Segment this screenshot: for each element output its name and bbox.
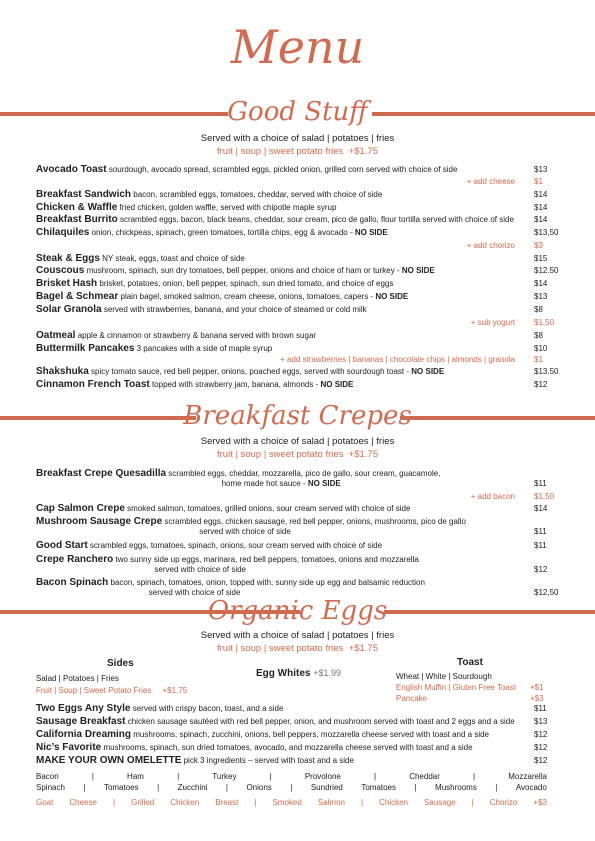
ingredient: Mushrooms — [435, 783, 477, 792]
menu-item-description: two sunny side up eggs, marinara, red bell peppers, tomatoes, onions and mozzarella — [115, 555, 419, 564]
menu-item-description-continued — [154, 564, 595, 575]
menu-item — [36, 189, 556, 200]
menu-item-name: Two Eggs Any Style — [36, 703, 131, 714]
menu-item-price: $14 — [534, 190, 548, 199]
omelette-ingredients-row — [36, 782, 547, 793]
ingredient: Provolone — [304, 772, 341, 781]
menu-item-name: Bagel & Schmear — [36, 291, 119, 302]
separator: | — [157, 783, 160, 792]
menu-item-name: Brisket Hash — [36, 278, 98, 289]
menu-item-name: Steak & Eggs — [36, 253, 100, 264]
menu-item-name: Chicken & Waffle — [36, 202, 118, 213]
menu-item — [36, 227, 559, 238]
ingredient: Turkey — [212, 772, 237, 781]
menu-item-description: sourdough, avocado spread, scrambled eggs, pickled onion, grilled corn served with choice of side — [108, 165, 458, 174]
menu-item-price: $14 — [534, 504, 548, 513]
menu-item-price: $8 — [534, 305, 543, 314]
menu-item-price: $13 — [534, 717, 548, 726]
separator: | — [177, 772, 180, 781]
menu-item — [36, 716, 556, 727]
separator: | — [83, 783, 86, 792]
menu-item — [36, 278, 556, 289]
separator: | — [290, 783, 293, 792]
menu-item-price: $13,50 — [534, 228, 559, 237]
separator: | — [373, 772, 377, 781]
menu-item-price: $12 — [534, 730, 548, 739]
menu-item-description: smoked salmon, tomatoes, grilled onions, sour cream served with choice of side — [127, 504, 411, 513]
menu-item — [36, 379, 556, 390]
menu-item-name: Shakshuka — [36, 366, 89, 377]
toast-pancake-price: +$3 — [530, 694, 544, 703]
menu-item — [36, 366, 559, 377]
menu-item-price: $14 — [534, 279, 548, 288]
menu-item — [36, 253, 556, 264]
menu-item-price: $15 — [534, 254, 548, 263]
addon-price: $1 — [534, 355, 543, 364]
menu-item-description: spicy tomato sauce, red bell pepper, onions, poached eggs, served with sourdough toast - — [91, 367, 410, 376]
menu-item-description: onion, chickpeas, spinach, green tomatoes, tortilla chips, egg & avocado - — [91, 228, 353, 237]
section-subtitle: Served with a choice of salad | potatoes | fries — [200, 133, 395, 144]
menu-item-price: $13 — [534, 165, 548, 174]
menu-item-price: $10 — [534, 344, 548, 353]
separator: | — [269, 772, 272, 781]
separator: | — [91, 772, 94, 781]
sides-line: Salad | Potatoes | Fries — [36, 674, 119, 683]
menu-item-name: Sausage Breakfast — [36, 716, 126, 727]
addon-price: $1,50 — [534, 492, 555, 501]
addon-price: $3 — [534, 241, 543, 250]
menu-item-description: mushrooms, spinach, zucchini, onions, bell peppers, mozzarella cheese served with toast and a side — [133, 730, 490, 739]
separator: | — [112, 798, 116, 807]
menu-item-price: $11 — [534, 479, 547, 488]
section-subtitle: Served with a choice of salad | potatoes | fries — [200, 436, 395, 447]
separator: | — [471, 798, 474, 807]
menu-item — [36, 503, 556, 514]
separator: | — [473, 772, 476, 781]
menu-item — [36, 343, 556, 354]
menu-item-description: scrambled eggs, chicken sausage, red bell pepper, onions, mushrooms, pico de gallo — [164, 517, 466, 526]
menu-item-description: served with choice of side — [199, 527, 291, 536]
addon-option: + add bacon — [470, 492, 515, 501]
toast-extras-line: English Muffin | Gluten Free Toast — [396, 683, 517, 692]
menu-item-name: Nic’s Favorite — [36, 742, 102, 753]
menu-item-description: pick 3 ingredients – served with toast and a side — [183, 756, 354, 765]
menu-item — [36, 291, 556, 302]
menu-title: Menu — [230, 20, 365, 74]
separator: | — [254, 798, 257, 807]
section-extras: fruit | soup | sweet potato fries +$1.75 — [217, 449, 378, 460]
menu-item-price: $12 — [534, 756, 548, 765]
toast-pancake-line: Pancake — [396, 694, 428, 703]
menu-item-description: 3 pancakes with a side of maple syrup — [136, 344, 273, 353]
toast-heading: Toast — [457, 657, 483, 668]
menu-item-description: scrambled eggs, tomatoes, spinach, onions, sour cream served with choice of side — [89, 541, 383, 550]
menu-item-price: $11 — [534, 527, 547, 536]
menu-item — [36, 729, 556, 740]
no-side-note: NO SIDE — [401, 266, 435, 275]
no-side-note: NO SIDE — [354, 228, 388, 237]
menu-item-description: served with choice of side — [148, 588, 241, 597]
separator: | — [225, 783, 228, 792]
toast-extras-price: +$1 — [530, 683, 544, 692]
ingredient: Chicken — [379, 798, 409, 807]
ingredient: Zucchini — [177, 783, 208, 792]
menu-item-description: NY steak, eggs, toast and choice of side — [102, 254, 245, 263]
menu-item — [36, 540, 556, 551]
ingredient: Sundried — [310, 783, 343, 792]
menu-item — [36, 202, 556, 213]
ingredient: Chicken — [170, 798, 200, 807]
menu-item-name: Cap Salmon Crepe — [36, 503, 125, 514]
menu-item-name: Mushroom Sausage Crepe — [36, 516, 163, 527]
menu-item — [36, 755, 556, 766]
sides-extras-line: Fruit | Soup | Sweet Potato Fries +$1.75 — [36, 686, 188, 695]
menu-item-price: $12 — [534, 380, 548, 389]
menu-item-price: $13.50 — [534, 367, 559, 376]
section-title-good-stuff: Good Stuff — [227, 97, 368, 127]
separator: | — [361, 798, 364, 807]
ingredient: Tomatoes — [103, 783, 139, 792]
ingredient: Sausage — [424, 798, 456, 807]
menu-item-description: scrambled eggs, bacon, black beans, cheddar, sour cream, pico de gallo, flour tortilla served with choice of side — [119, 215, 514, 224]
ingredient: Cheddar — [409, 772, 440, 781]
menu-item-price: $11 — [534, 704, 547, 713]
no-side-note: NO SIDE — [375, 292, 409, 301]
menu-item-description: chicken sausage sautéed with red bell pepper, onion, and mushroom served with toast and 2 eggs and a side — [127, 717, 515, 726]
menu-item-price: $12,50 — [534, 588, 559, 597]
ingredient: Grilled — [131, 798, 155, 807]
omelette-premium-row — [36, 797, 547, 808]
ingredient: Bacon — [36, 772, 59, 781]
menu-item-price: $11 — [534, 541, 547, 550]
ingredient: Chorizo — [489, 798, 518, 807]
omelette-ingredients-row — [36, 771, 547, 782]
menu-item-description: served with strawberries, banana, and your choice of steamed or cold milk — [103, 305, 367, 314]
addon-price: $1,50 — [534, 318, 555, 327]
menu-item-name: Breakfast Sandwich — [36, 189, 132, 200]
menu-item-name: California Dreaming — [36, 729, 132, 740]
menu-item-description: fried chicken, golden waffle, served with chipotle maple syrup — [119, 203, 337, 212]
menu-item-price: $12 — [534, 565, 548, 574]
menu-item-name: Breakfast Burrito — [36, 214, 118, 225]
menu-item-name: Couscous — [36, 265, 85, 276]
ingredient: Spinach — [36, 783, 65, 792]
toast-line: Wheat | White | Sourdough — [396, 672, 492, 681]
menu-item-name: MAKE YOUR OWN OMELETTE — [36, 755, 182, 766]
section-title-crepes: Breakfast Crepes — [183, 401, 412, 431]
menu-item-price: $12 — [534, 743, 548, 752]
ingredient: Smoked — [272, 798, 302, 807]
menu-item — [36, 742, 556, 753]
menu-item-name: Oatmeal — [36, 330, 76, 341]
menu-item — [36, 304, 556, 315]
separator: | — [495, 783, 498, 792]
menu-item-description: mushrooms, spinach, sun dried tomatoes, avocado, and mozzarella cheese served with toast and a side — [103, 743, 473, 752]
menu-item-name: Crepe Ranchero — [36, 554, 114, 565]
menu-item-name: Buttermilk Pancakes — [36, 343, 135, 354]
menu-item-name: Solar Granola — [36, 304, 102, 315]
addon-option: + sub yogurt — [470, 318, 515, 327]
menu-item-name: Cinnamon French Toast — [36, 379, 150, 390]
menu-item-description: home made hot sauce - — [221, 479, 306, 488]
section-extras: fruit | soup | sweet potato fries +$1.75 — [217, 643, 378, 654]
addon-price: $1 — [534, 177, 543, 186]
ingredient: Cheese — [69, 798, 97, 807]
no-side-note: NO SIDE — [411, 367, 445, 376]
menu-item — [36, 265, 559, 276]
ingredient: Breast — [215, 798, 239, 807]
section-extras: fruit | soup | sweet potato fries +$1.75 — [217, 146, 378, 157]
separator: | — [414, 783, 417, 792]
menu-item-description: bacon, scrambled eggs, tomatoes, cheddar, served with choice of side — [133, 190, 383, 199]
no-side-note: NO SIDE — [320, 380, 354, 389]
ingredient: Tomatoes — [361, 783, 397, 792]
menu-item — [36, 703, 556, 714]
menu-item-price: $8 — [534, 331, 543, 340]
menu-item — [36, 164, 556, 175]
section-subtitle: Served with a choice of salad | potatoes | fries — [200, 630, 395, 641]
ingredient: Goat — [36, 798, 54, 807]
addon-option: + add cheese — [466, 177, 515, 186]
menu-item — [36, 214, 556, 225]
ingredient: Mozzarella — [508, 772, 547, 781]
menu-item-name: Bacon Spinach — [36, 577, 109, 588]
menu-item-price: $14 — [534, 203, 548, 212]
menu-item-description: mushroom, spinach, sun dry tomatoes, bell pepper, onions and choice of ham or turkey - — [86, 266, 400, 275]
menu-item-name: Chilaquiles — [36, 227, 90, 238]
menu-item-description: served with crispy bacon, toast, and a side — [132, 704, 284, 713]
menu-item-description: served with choice of side — [154, 565, 246, 574]
sides-heading: Sides — [107, 658, 134, 669]
egg-whites-option: Egg Whites +$1.99 — [256, 668, 342, 679]
menu-item-description: topped with strawberry jam, banana, almonds - — [151, 380, 319, 389]
menu-item-price: $12.50 — [534, 266, 559, 275]
menu-item-name: Good Start — [36, 540, 88, 551]
menu-item-description: apple & cinnamon or strawberry & banana served with brown sugar — [77, 331, 317, 340]
menu-item-description: scrambled eggs, cheddar, mozzarella, pico de gallo, sour cream, guacamole, — [168, 469, 441, 478]
menu-item — [36, 330, 556, 341]
menu-item-description: plain bagel, smoked salmon, cream cheese, onions, tomatoes, capers - — [120, 292, 374, 301]
addon-option: + add chorizo — [466, 241, 515, 250]
menu-item-name: Breakfast Crepe Quesadilla — [36, 468, 167, 479]
ingredient: Salmon — [317, 798, 345, 807]
menu-item-price: $13 — [534, 292, 548, 301]
menu-item-description: brisket, potatoes, onion, bell pepper, spinach, sun dried tomato, and choice of eggs — [99, 279, 394, 288]
no-side-note: NO SIDE — [307, 479, 341, 488]
addon-option: + add strawberries | bananas | chocolate chips | almonds | granola — [280, 355, 515, 364]
ingredient: +$3 — [533, 798, 547, 807]
menu-item-price: $14 — [534, 215, 548, 224]
ingredient: Avocado — [515, 783, 547, 792]
menu-item-name: Avocado Toast — [36, 164, 107, 175]
section-title-organic-eggs: Organic Eggs — [207, 596, 388, 626]
ingredient: Ham — [127, 772, 144, 781]
menu-item-description: bacon, spinach, tomatoes, onion, topped with, sunny side up egg and balsamic reduction — [110, 578, 425, 587]
ingredient: Onions — [246, 783, 272, 792]
